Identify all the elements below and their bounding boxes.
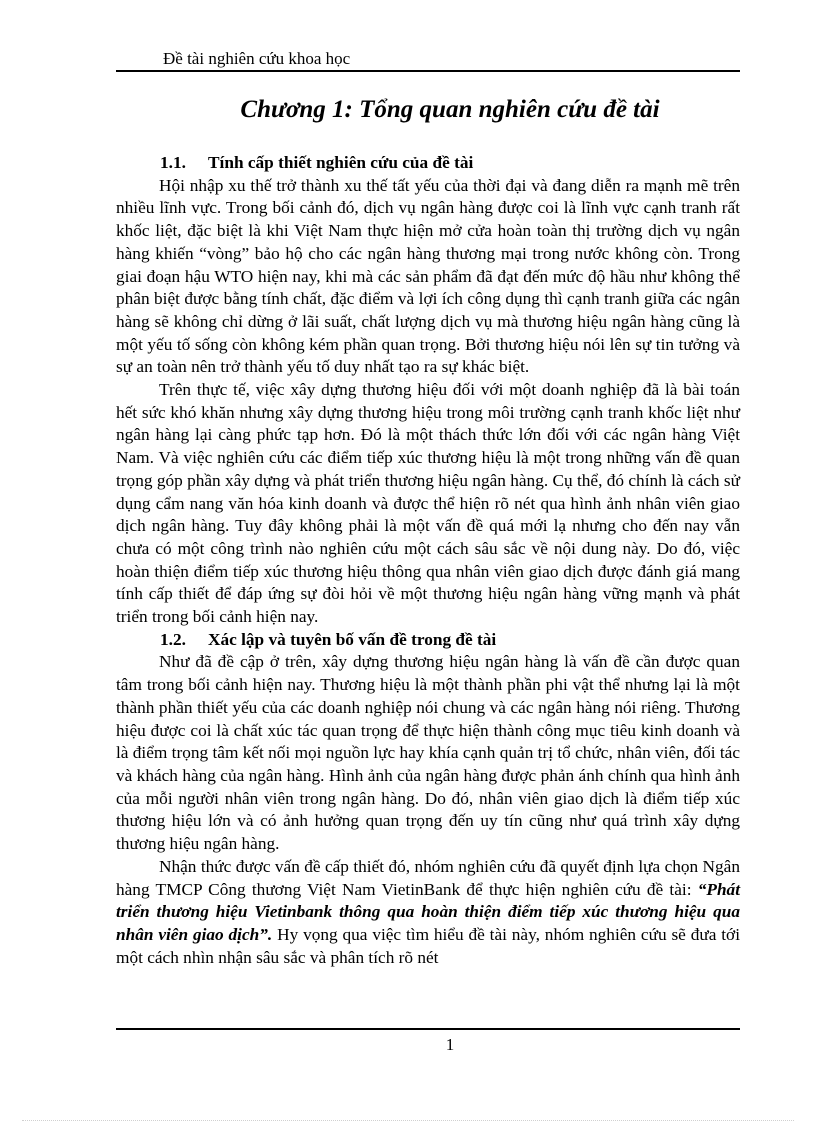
section-title: Xác lập và tuyên bố vấn đề trong đề tài	[208, 629, 497, 649]
paragraph-text-before: Nhận thức được vấn đề cấp thiết đó, nhóm nghiên cứu đã quyết định lựa chọn Ngân hàng TMCP Công thương Việt Nam VietinBank để thực hiện nghiên cứu đề tài:	[116, 856, 740, 899]
paragraph-text-after: Hy vọng qua việc tìm hiểu đề tài này, nhóm nghiên cứu sẽ đưa tới một cách nhìn nhận sâu sắc và phân tích rõ nét	[116, 924, 740, 967]
section-heading-1-1	[116, 152, 740, 175]
paragraph: Như đã đề cập ở trên, xây dựng thương hiệu ngân hàng là vấn đề cần được quan tâm trong bối cảnh hiện nay. Thương hiệu là một thành phần phi vật thể nhưng lại là một thành phần thiết yếu của các doanh nghiệp nói chung và các ngân hàng nói riêng. Thương hiệu được coi là chất xúc tác quan trọng để thực hiện thành công mục tiêu kinh doanh và là điểm trọng tâm kết nối mọi nguồn lực hay khía cạnh quản trị tổ chức, nhân viên, đối tác và khách hàng của ngân hàng. Hình ảnh của ngân hàng được phản ánh chính qua hình ảnh của mỗi người nhân viên trong ngân hàng. Do đó, nhân viên giao dịch là điểm tiếp xúc thương hiệu lớn và có ảnh hưởng quan trọng đến uy tín cũng như quá trình xây dựng thương hiệu ngân hàng.	[116, 652, 740, 854]
page-number: 1	[445, 1035, 455, 1054]
document-body	[116, 152, 740, 969]
section-number: 1.1.	[160, 153, 186, 172]
footer-rule	[116, 1028, 740, 1030]
section-heading-1-2	[116, 629, 740, 652]
paragraph: Trên thực tế, việc xây dựng thương hiệu đối với một doanh nghiệp đã là bài toán hết sức khó khăn nhưng xây dựng thương hiệu trong môi trường cạnh tranh khốc liệt như ngân hàng lại càng phức tạp hơn. Đó là một thách thức lớn đối với các ngân hàng Việt Nam. Và việc nghiên cứu các điểm tiếp xúc thương hiệu là một trong những vấn đề quan trọng góp phần xây dựng và phát triển thương hiệu ngân hàng. Cụ thể, đó chính là cách sử dụng cẩm nang văn hóa kinh doanh và được thể hiện rõ nét qua hình ảnh nhân viên giao dịch ngân hàng. Tuy đây không phải là một vấn đề quá mới lạ nhưng cho đến nay vẫn chưa có một công trình nào nghiên cứu một cách sâu sắc về nội dung này. Do đó, việc hoàn thiện điểm tiếp xúc thương hiệu thông qua nhân viên giao dịch được đánh giá mang tính cấp thiết để đáp ứng sự đòi hỏi về một thương hiệu ngân hàng vững mạnh và phát triển trong bối cảnh hiện nay.	[116, 380, 740, 627]
chapter-title: Chương 1: Tổng quan nghiên cứu đề tài	[240, 96, 660, 123]
section-number: 1.2.	[160, 629, 186, 649]
section-title: Tính cấp thiết nghiên cứu của đề tài	[208, 153, 474, 172]
research-topic-title: “Phát triển thương hiệu Vietinbank thông qua hoàn thiện điểm tiếp xúc thương hiệu qua nhân viên giao dịch”.	[116, 879, 740, 944]
header-rule	[116, 70, 740, 72]
paragraph: Hội nhập xu thế trở thành xu thế tất yếu của thời đại và đang diễn ra mạnh mẽ trên nhiều lĩnh vực. Trong bối cảnh đó, dịch vụ ngân hàng được coi là lĩnh vực cạnh tranh rất khốc liệt, đặc biệt là khi Việt Nam thực hiện mở cửa hoàn toàn thị trường dịch vụ ngân hàng khiến “vòng” bảo hộ cho các ngân hàng thương mại trong nước không còn. Trong giai đoạn hậu WTO hiện nay, khi mà các sản phẩm đã đạt đến mức độ hầu như không thể phân biệt được bằng tính chất, đặc điểm và lợi ích công dụng thì cạnh tranh giữa các ngân hàng sẽ không chỉ dừng ở lãi suất, chất lượng dịch vụ mà thương hiệu ngân hàng cũng là một yếu tố sống còn không kém phần quan trọng. Bởi thương hiệu nói lên sự tin tưởng và sự an toàn nên trở thành yếu tố duy nhất tạo ra sự khác biệt.	[116, 175, 740, 377]
running-header: Đề tài nghiên cứu khoa học	[163, 49, 351, 68]
paragraph-research-topic	[116, 856, 740, 970]
page-edge-dotted-line	[22, 1120, 794, 1121]
